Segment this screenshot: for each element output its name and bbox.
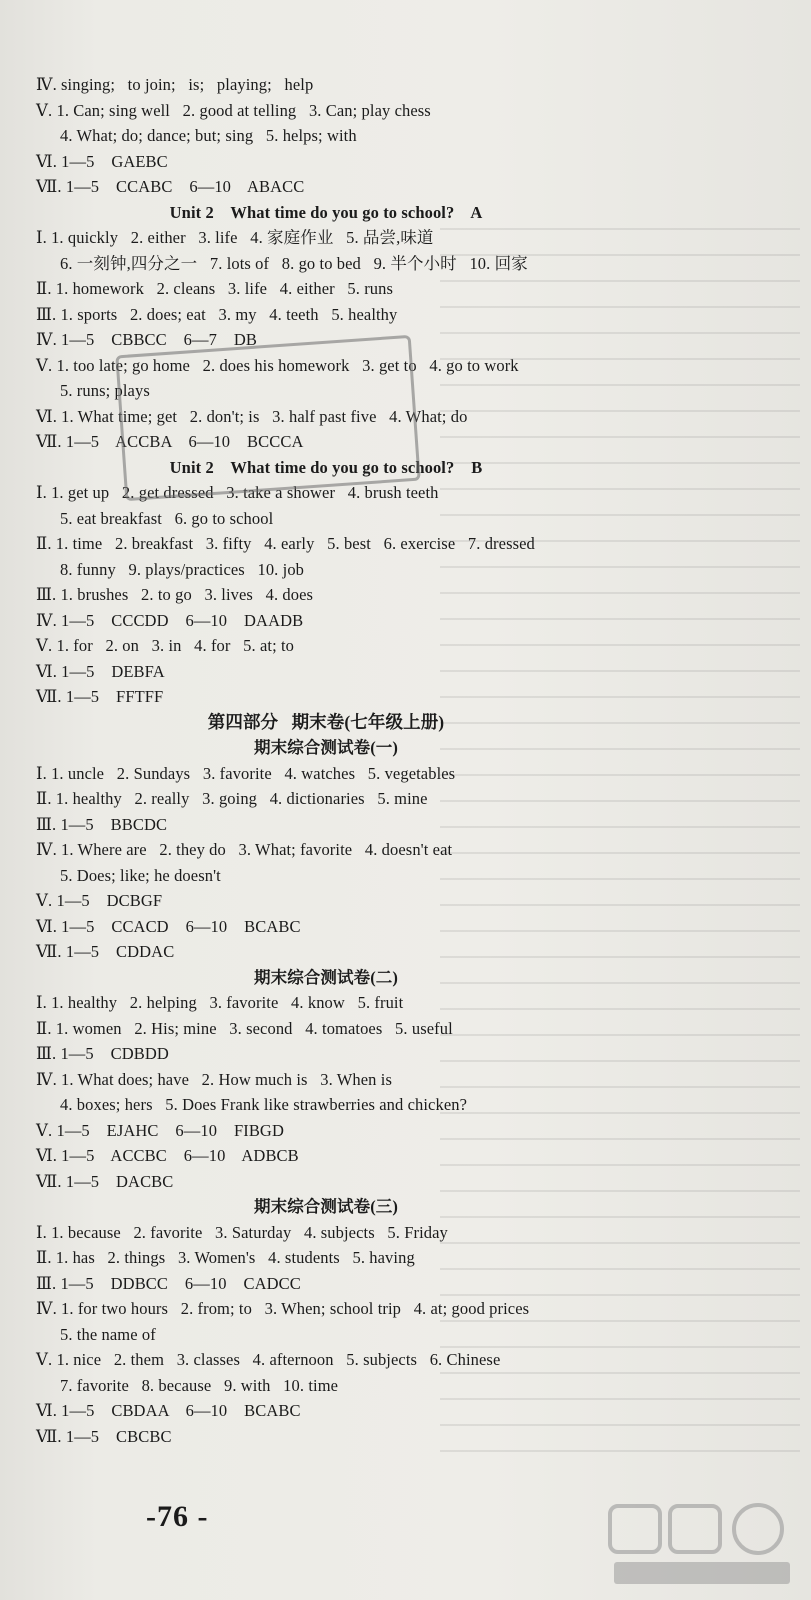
answer-line: Ⅱ. 1. homework 2. cleans 3. life 4. either 5. runs [36,279,394,298]
answer-line: Ⅶ. 1—5 FFTFF [36,687,164,706]
answer-line: Ⅴ. 1—5 DCBGF [36,891,163,910]
section-heading: 期末综合测试卷(一) [254,738,398,757]
answer-line: Ⅱ. 1. time 2. breakfast 3. fifty 4. early 5. best 6. exercise 7. dressed [36,534,535,553]
answer-line: Ⅴ. 1. Can; sing well 2. good at telling 3. Can; play chess [36,100,431,120]
answer-line: 6. 一刻钟,四分之一 7. lots of 8. go to bed 9. 半个小时 10. 回家 [60,253,528,273]
answer-line: Ⅴ. 1. for 2. on 3. in 4. for 5. at; to [36,636,295,655]
answer-line: Ⅶ. 1—5 CDDAC [36,942,175,961]
answer-line: Ⅲ. 1. sports 2. does; eat 3. my 4. teeth 5. healthy [36,304,398,324]
answer-line: Ⅲ. 1—5 CDBDD [36,1044,169,1063]
section-heading: Unit 2 What time do you go to school? A [169,202,483,222]
answer-line: Ⅱ. 1. has 2. things 3. Women's 4. students 5. having [36,1248,415,1267]
answer-line: Ⅳ. 1. Where are 2. they do 3. What; favorite 4. doesn't eat [36,840,453,859]
page-number: -76 - [146,1500,209,1533]
answer-line: Ⅰ. 1. healthy 2. helping 3. favorite 4. know 5. fruit [36,993,404,1012]
answer-line: Ⅱ. 1. women 2. His; mine 3. second 4. tomatoes 5. useful [36,1018,453,1038]
answer-line: Ⅵ. 1. What time; get 2. don't; is 3. half past five 4. What; do [36,406,468,426]
answer-line: Ⅶ. 1—5 CBCBC [36,1426,172,1446]
answer-line: 8. funny 9. plays/practices 10. job [60,559,305,579]
answer-line: 5. eat breakfast 6. go to school [60,508,274,528]
watermark-stamp [115,335,420,501]
answer-line: Ⅳ. 1. for two hours 2. from; to 3. When; school trip 4. at; good prices [36,1299,530,1318]
answer-line: Ⅶ. 1—5 ACCBA 6—10 BCCCA [36,432,304,451]
answer-line: Ⅵ. 1—5 GAEBC [36,151,168,171]
answer-line: 5. Does; like; he doesn't [60,865,221,885]
answer-line: 4. What; do; dance; but; sing 5. helps; with [60,126,357,145]
answer-line: Ⅶ. 1—5 CCABC 6—10 ABACC [36,177,305,196]
answer-line: Ⅰ. 1. because 2. favorite 3. Saturday 4. subjects 5. Friday [36,1222,448,1242]
answer-line: Ⅲ. 1—5 BBCDC [36,814,168,834]
answer-line: 5. the name of [60,1324,156,1344]
answer-line: Ⅵ. 1—5 CBDAA 6—10 BCABC [36,1401,301,1420]
answer-line: Ⅳ. singing; to join; is; playing; help [36,75,314,94]
section-heading: 期末综合测试卷(三) [254,1197,398,1216]
answer-line: Ⅳ. 1—5 CBBCC 6—7 DB [36,330,257,349]
answer-key-content [36,72,776,1449]
answer-line: Ⅴ. 1—5 EJAHC 6—10 FIBGD [36,1120,284,1140]
answer-line: 7. favorite 8. because 9. with 10. time [60,1375,339,1395]
corner-watermark-logo [600,1500,800,1590]
section-heading: 期末综合测试卷(二) [254,967,398,987]
answer-line: Ⅵ. 1—5 CCACD 6—10 BCABC [36,916,301,936]
answer-line: Ⅳ. 1—5 CCCDD 6—10 DAADB [36,610,304,630]
answer-line: Ⅰ. 1. get up 2. get dressed 3. take a shower 4. brush teeth [36,483,439,502]
section-heading: 第四部分 期末卷(七年级上册) [207,711,445,732]
answer-line: Ⅵ. 1—5 DEBFA [36,661,165,681]
answer-line: Ⅴ. 1. too late; go home 2. does his homework 3. get to 4. go to work [36,355,519,375]
answer-line: 4. boxes; hers 5. Does Frank like strawberries and chicken? [60,1095,468,1114]
answer-line: Ⅶ. 1—5 DACBC [36,1171,174,1191]
answer-line: Ⅱ. 1. healthy 2. really 3. going 4. dictionaries 5. mine [36,789,428,808]
answer-line: Ⅳ. 1. What does; have 2. How much is 3. When is [36,1069,392,1089]
answer-line: 5. runs; plays [60,381,150,400]
answer-line: Ⅵ. 1—5 ACCBC 6—10 ADBCB [36,1146,299,1165]
answer-line: Ⅲ. 1—5 DDBCC 6—10 CADCC [36,1273,301,1293]
answer-line: Ⅰ. 1. uncle 2. Sundays 3. favorite 4. watches 5. vegetables [36,763,456,783]
answer-line: Ⅲ. 1. brushes 2. to go 3. lives 4. does [36,585,314,604]
section-heading: Unit 2 What time do you go to school? B [169,457,483,477]
answer-line: Ⅴ. 1. nice 2. them 3. classes 4. afternoon 5. subjects 6. Chinese [36,1350,501,1369]
answer-line: Ⅰ. 1. quickly 2. either 3. life 4. 家庭作业 5. 品尝,味道 [36,228,434,247]
